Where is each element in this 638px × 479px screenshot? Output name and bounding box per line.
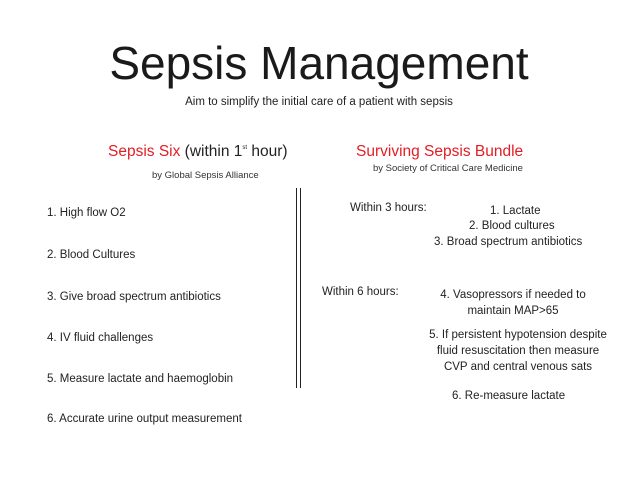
sepsis-six-item: 4. IV fluid challenges xyxy=(47,332,154,344)
bundle-step-line: fluid resuscitation then measure xyxy=(436,345,600,357)
sepsis-six-item: 2. Blood Cultures xyxy=(47,249,136,261)
bundle-step: 3. Broad spectrum antibiotics xyxy=(434,236,583,248)
column-divider xyxy=(300,188,301,388)
sepsis-six-byline: by Global Sepsis Alliance xyxy=(152,170,259,181)
bundle-step-4 xyxy=(420,287,606,319)
within-3-hours-label: Within 3 hours: xyxy=(350,202,427,214)
sepsis-six-timeframe-end: hour) xyxy=(247,143,288,160)
bundle-step-6: 6. Re-measure lactate xyxy=(452,390,566,402)
column-divider xyxy=(296,188,297,388)
surviving-sepsis-byline: by Society of Critical Care Medicine xyxy=(373,163,523,174)
bundle-step-line: maintain MAP>65 xyxy=(467,305,559,317)
page-title: Sepsis Management xyxy=(109,37,529,89)
sepsis-six-timeframe-sup: st xyxy=(242,145,248,151)
page-subtitle: Aim to simplify the initial care of a patient with sepsis xyxy=(185,96,453,108)
bundle-step-5 xyxy=(400,327,636,375)
bundle-step: 1. Lactate xyxy=(490,205,541,217)
sepsis-six-item: 6. Accurate urine output measurement xyxy=(47,413,242,425)
within-6-hours-label: Within 6 hours: xyxy=(322,286,399,298)
sepsis-six-heading xyxy=(108,143,288,161)
bundle-step-line: CVP and central venous sats xyxy=(443,361,593,373)
sepsis-six-item: 5. Measure lactate and haemoglobin xyxy=(47,373,234,385)
sepsis-six-title: Sepsis Six xyxy=(108,143,181,160)
bundle-step-line: 5. If persistent hypotension despite xyxy=(429,329,607,341)
sepsis-six-timeframe-start: (within 1 xyxy=(180,143,243,160)
bundle-step: 2. Blood cultures xyxy=(469,220,555,232)
surviving-sepsis-heading: Surviving Sepsis Bundle xyxy=(356,143,524,160)
bundle-step-line: 4. Vasopressors if needed to xyxy=(440,289,586,301)
sepsis-six-item: 3. Give broad spectrum antibiotics xyxy=(47,291,221,303)
sepsis-six-item: 1. High flow O2 xyxy=(47,207,126,219)
